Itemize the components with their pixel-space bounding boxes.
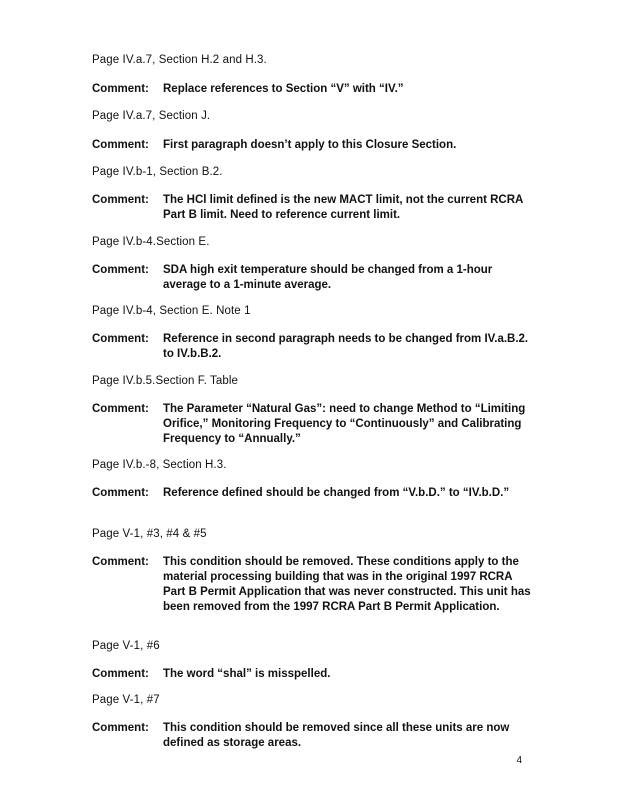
comment-label: Comment: [92,668,149,680]
page-reference: Page V-1, #7 [92,694,160,706]
comment-label: Comment: [92,487,149,499]
comment-block [92,721,532,751]
comment-text: Reference in second paragraph needs to be changed from IV.a.B.2. to IV.b.B.2. [163,333,529,360]
comment-block [92,667,532,682]
comment-label: Comment: [92,139,149,151]
comment-text: This condition should be removed since all these units are now defined as storage areas. [163,722,510,749]
comment-block [92,555,532,615]
comment-label: Comment: [92,403,149,415]
page-reference: Page IV.a.7, Section H.2 and H.3. [92,54,267,66]
page-reference: Page V-1, #6 [92,640,160,652]
comment-label: Comment: [92,722,149,734]
comment-text: Reference defined should be changed from “V.b.D.” to “IV.b.D.” [163,487,510,499]
comment-text: Replace references to Section “V” with “IV.” [163,83,404,95]
page-number: 4 [516,755,522,766]
page-reference: Page IV.b-4, Section E. Note 1 [92,305,251,317]
comment-text: First paragraph doesn’t apply to this Closure Section. [163,139,457,151]
comment-label: Comment: [92,333,149,345]
comment-label: Comment: [92,556,149,568]
comment-block [92,486,532,501]
comment-label: Comment: [92,264,149,276]
comment-block [92,402,532,447]
page-reference: Page IV.b.5.Section F. Table [92,375,239,387]
comment-label: Comment: [92,194,149,206]
page-reference: Page IV.a.7, Section J. [92,110,211,122]
comment-block [92,332,532,362]
page-reference: Page IV.b-1, Section B.2. [92,166,223,178]
page-reference: Page V-1, #3, #4 & #5 [92,528,207,540]
page-reference: Page IV.b.-8, Section H.3. [92,459,227,471]
comment-text: This condition should be removed. These conditions apply to the material processing building that was in the original 1997 RCRA Part B Permit Application that was never constructed. This unit has been removed from the 1997 RCRA Part B Permit Application. [163,556,531,613]
comment-text: The word “shal” is misspelled. [163,668,331,680]
comment-text: The HCl limit defined is the new MACT limit, not the current RCRA Part B limit. Need to reference current limit. [163,194,523,221]
comment-text: SDA high exit temperature should be changed from a 1-hour average to a 1-minute average. [163,264,493,291]
comment-block [92,193,532,223]
comment-block [92,138,532,153]
comment-block [92,82,532,97]
page-reference: Page IV.b-4.Section E. [92,236,210,248]
comment-block [92,263,532,293]
comment-label: Comment: [92,83,149,95]
comment-text: The Parameter “Natural Gas”: need to change Method to “Limiting Orifice,” Monitoring Frequency to “Continuously” and Calibrating Frequency to “Annually.” [163,403,526,445]
